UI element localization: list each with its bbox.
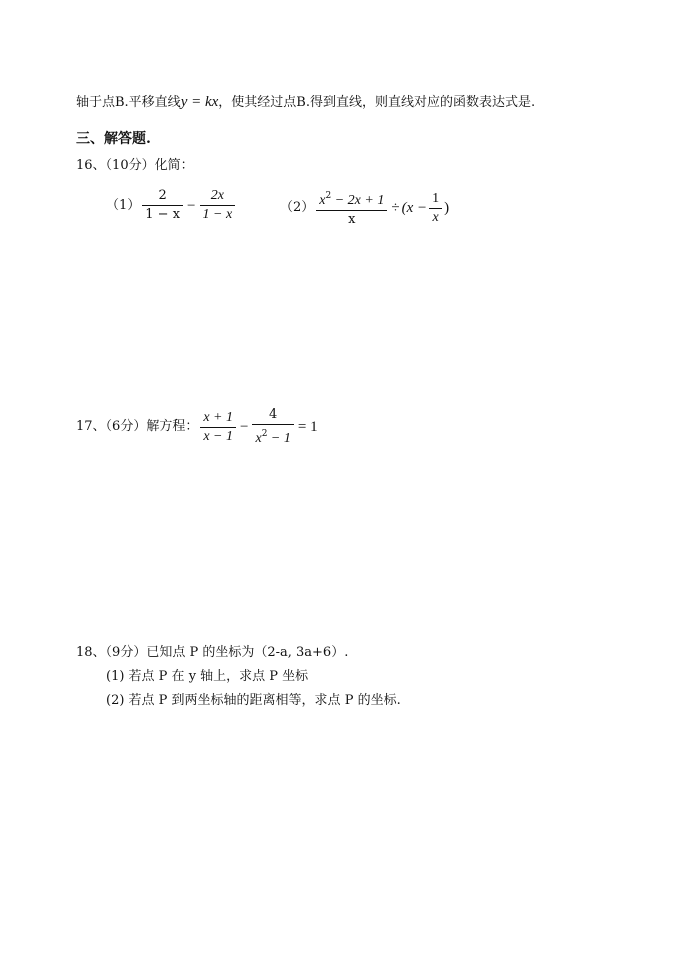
fraction-denominator: 1 − x xyxy=(145,207,181,222)
paren-open-expression: (x − xyxy=(401,200,428,216)
q16-part1 xyxy=(106,188,237,223)
paren-close: ) xyxy=(444,200,450,216)
fraction-numerator: 1 xyxy=(429,191,442,209)
variable-x: x xyxy=(255,431,262,446)
q16-part2-inner-fraction xyxy=(429,191,442,226)
intro-line xyxy=(76,94,535,111)
q17-fraction-2 xyxy=(252,407,293,447)
fraction-numerator: 2x xyxy=(200,188,236,206)
minus-operator: − xyxy=(240,419,249,435)
q16-part1-label: （1） xyxy=(106,197,141,213)
fraction-numerator: 4 xyxy=(252,407,293,425)
fraction-denominator: 1 − x xyxy=(202,207,233,222)
intro-expression: y = kx xyxy=(180,94,219,110)
q18-part2: (2) 若点 P 到两坐标轴的距离相等，求点 P 的坐标. xyxy=(106,693,401,708)
fraction-denominator: x xyxy=(432,209,439,225)
q17-fraction-1 xyxy=(200,410,236,445)
q16-part2-label: （2） xyxy=(280,200,315,215)
q17-header: 17、（6分）解方程： xyxy=(76,419,199,434)
fraction-denominator: x − 1 xyxy=(203,428,233,444)
q18-header: 18、（9分）已知点 P 的坐标为（2-a, 3a+6）. xyxy=(76,645,349,660)
denominator-rest: − 1 xyxy=(267,431,291,446)
numerator-rest: − 2x + 1 xyxy=(331,193,385,208)
q16-header: 16、（10分）化简： xyxy=(76,158,194,173)
fraction-numerator: 2 xyxy=(142,188,183,206)
intro-text-after: ，使其经过点B.得到直线，则直线对应的函数表达式是. xyxy=(218,95,536,110)
exponent: 2 xyxy=(261,429,268,439)
q17 xyxy=(76,407,320,447)
q16-part2-fraction xyxy=(316,188,387,228)
equals-one: = 1 xyxy=(297,419,318,435)
q18-part1: (1) 若点 P 在 y 轴上，求点 P 坐标 xyxy=(106,669,309,684)
q16-part2 xyxy=(280,188,449,228)
fraction-denominator: x xyxy=(348,212,356,227)
fraction-denominator xyxy=(252,425,293,447)
minus-operator: − xyxy=(187,197,196,214)
q16-part1-fraction-2 xyxy=(200,188,236,223)
variable-x: x xyxy=(319,193,326,208)
fraction-numerator: x + 1 xyxy=(200,410,236,428)
section-heading: 三、解答题. xyxy=(76,131,151,147)
divide-operator: ÷ xyxy=(391,200,400,216)
q16-part1-fraction-1 xyxy=(142,188,183,223)
exponent: 2 xyxy=(325,191,332,201)
intro-text-before: 轴于点B.平移直线 xyxy=(76,95,181,110)
fraction-numerator xyxy=(316,188,387,211)
